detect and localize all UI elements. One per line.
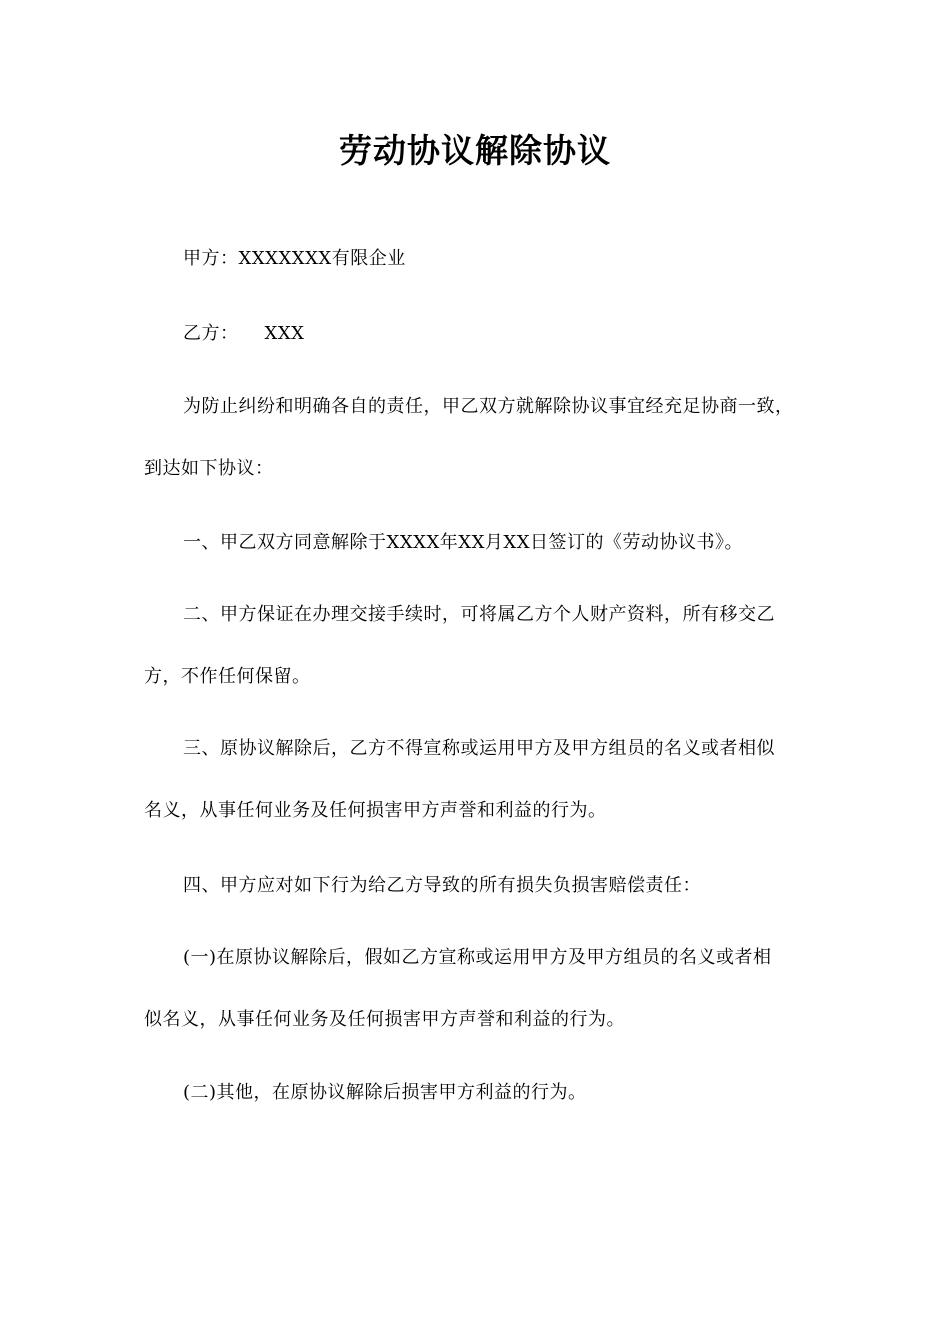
document-title: 劳动协议解除协议	[339, 131, 611, 170]
party-b-value: XXX	[264, 323, 305, 344]
clause-4: 四、甲方应对如下行为给乙方导致的所有损失负损害赔偿责任：	[183, 875, 701, 896]
clause-2-line-2: 方，不作任何保留。	[144, 666, 311, 687]
item-1-line-2: 似名义，从事任何业务及任何损害甲方声誉和利益的行为。	[144, 1009, 625, 1030]
clause-3-line-1: 三、原协议解除后，乙方不得宣称或运用甲方及甲方组员的名义或者相似	[183, 738, 775, 759]
item-1-line-1: (一)在原协议解除后，假如乙方宣称或运用甲方及甲方组员的名义或者相	[183, 947, 772, 968]
clause-1: 一、甲乙双方同意解除于XXXX年XX月XX日签订的《劳动协议书》。	[183, 532, 744, 553]
intro-paragraph-line-1: 为防止纠纷和明确各自的责任，甲乙双方就解除协议事宜经充足协商一致，	[183, 396, 794, 417]
party-b-label: 乙方：	[183, 323, 239, 344]
item-2: (二)其他，在原协议解除后损害甲方利益的行为。	[183, 1082, 587, 1103]
party-a-line: 甲方：XXXXXXX有限企业	[183, 248, 406, 269]
intro-paragraph-line-2: 到达如下协议：	[144, 458, 274, 479]
clause-2-line-1: 二、甲方保证在办理交接手续时，可将属乙方个人财产资料，所有移交乙	[183, 604, 775, 625]
party-b-line	[183, 321, 304, 347]
clause-3-line-2: 名义，从事任何业务及任何损害甲方声誉和利益的行为。	[144, 800, 607, 821]
